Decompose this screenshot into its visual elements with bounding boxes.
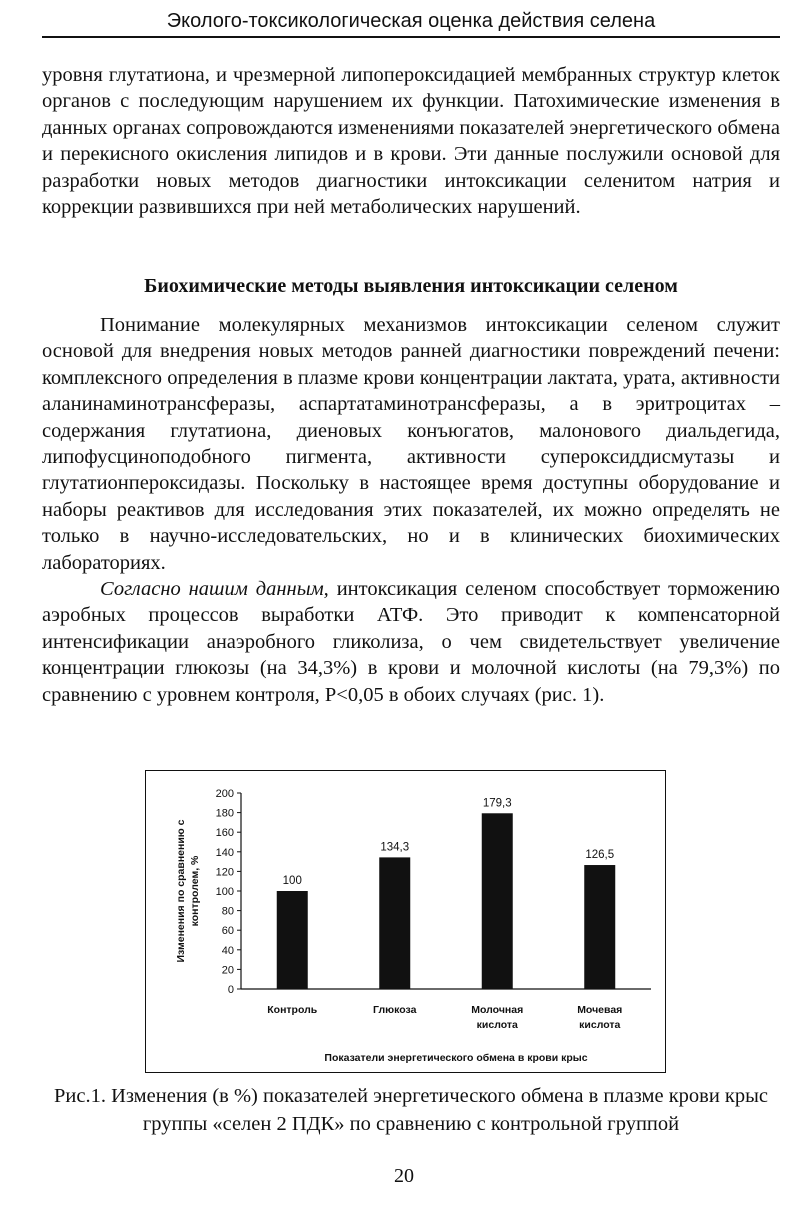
paragraph-1: уровня глутатиона, и чрезмерной липопероксидацией мембранных структур клеток органов с последующим нарушением их функции. Патохимические изменения в данных органах сопровождаются изменениями показателей энергетического обмена и перекисного окисления липидов и в крови. Эти данные послужили основой для разработки новых методов диагностики интоксикации селенитом натрия и коррекции развившихся при ней метаболических нарушений. — [42, 64, 780, 219]
page-number: 20 — [394, 1165, 414, 1187]
section-heading: Биохимические методы выявления интоксикации селеном — [144, 275, 678, 297]
figure-bar-chart — [145, 770, 666, 1073]
body-text-top — [42, 62, 780, 220]
y-tick-label: 100 — [215, 886, 234, 898]
bar — [379, 857, 410, 989]
y-tick-label: 120 — [215, 866, 234, 879]
x-category-label: Контроль — [267, 1004, 318, 1016]
paragraph-3-rest: интоксикация селеном способствует торможению аэробных процессов выработки АТФ. Это приводит к компенсаторной интенсификации анаэробного гликолиза, о чем свидетельствует увеличение концентрации глюкозы (на 34,3%) в крови и молочной кислоты (на 79,3%) по сравнению с уровнем контроля, Р<0,05 в обоих случаях (рис. 1). — [42, 578, 780, 706]
x-category-label: Мочевая — [577, 1004, 623, 1016]
y-tick-label: 160 — [215, 827, 234, 840]
y-tick-label: 60 — [221, 925, 234, 938]
y-axis-label: Изменения по сравнению с контролем, % — [175, 819, 201, 963]
running-header: Эколого-токсикологическая оценка действия селена — [42, 6, 780, 38]
x-category-label: кислота — [476, 1019, 518, 1031]
bar-chart-svg — [146, 771, 667, 1074]
body-text-main — [42, 312, 780, 708]
x-category-label: Молочная — [471, 1004, 524, 1016]
bar-value-label: 179,3 — [482, 797, 512, 810]
paragraph-3 — [42, 576, 780, 708]
bar — [277, 891, 308, 989]
x-category-label: кислота — [579, 1019, 621, 1031]
bar-value-label: 126,5 — [585, 849, 615, 862]
y-tick-label: 40 — [221, 944, 234, 957]
bar-value-label: 134,3 — [380, 841, 410, 854]
y-tick-label: 20 — [221, 964, 234, 977]
y-tick-label: 80 — [221, 905, 234, 918]
bar-value-label: 100 — [282, 875, 302, 887]
paragraph-2: Понимание молекулярных механизмов интоксикации селеном служит основой для внедрения новых методов ранней диагностики повреждений печени: комплексного определения в плазме крови концентрации лактата, урата, активности аланинаминотрансферазы, аспартатаминотрансферазы, а в эритроцитах – содержания глутатиона, диеновых конъюгатов, малонового диальдегида, липофусциноподобного пигмента, активности супероксиддисмутазы и глутатионпероксидазы. Поскольку в настоящее время доступны оборудование и наборы реактивов для исследования этих показателей, их можно определять не только в научно-исследовательских, но и в клинических биохимических лабораториях. — [42, 314, 780, 574]
bar — [584, 865, 615, 989]
y-tick-label: 140 — [215, 846, 234, 859]
x-axis-label: Показатели энергетического обмена в крови крыс — [324, 1052, 588, 1064]
x-category-label: Глюкоза — [373, 1004, 417, 1016]
bar — [482, 813, 513, 989]
y-tick-label: 200 — [215, 788, 234, 800]
y-tick-label: 180 — [215, 807, 234, 820]
paragraph-3-italic: Согласно нашим данным, — [100, 578, 329, 601]
figure-caption: Рис.1. Изменения (в %) показателей энергетического обмена в плазме крови крыс группы «селен 2 ПДК» по сравнению с контрольной группой — [53, 1085, 769, 1135]
y-tick-label: 0 — [227, 984, 234, 996]
